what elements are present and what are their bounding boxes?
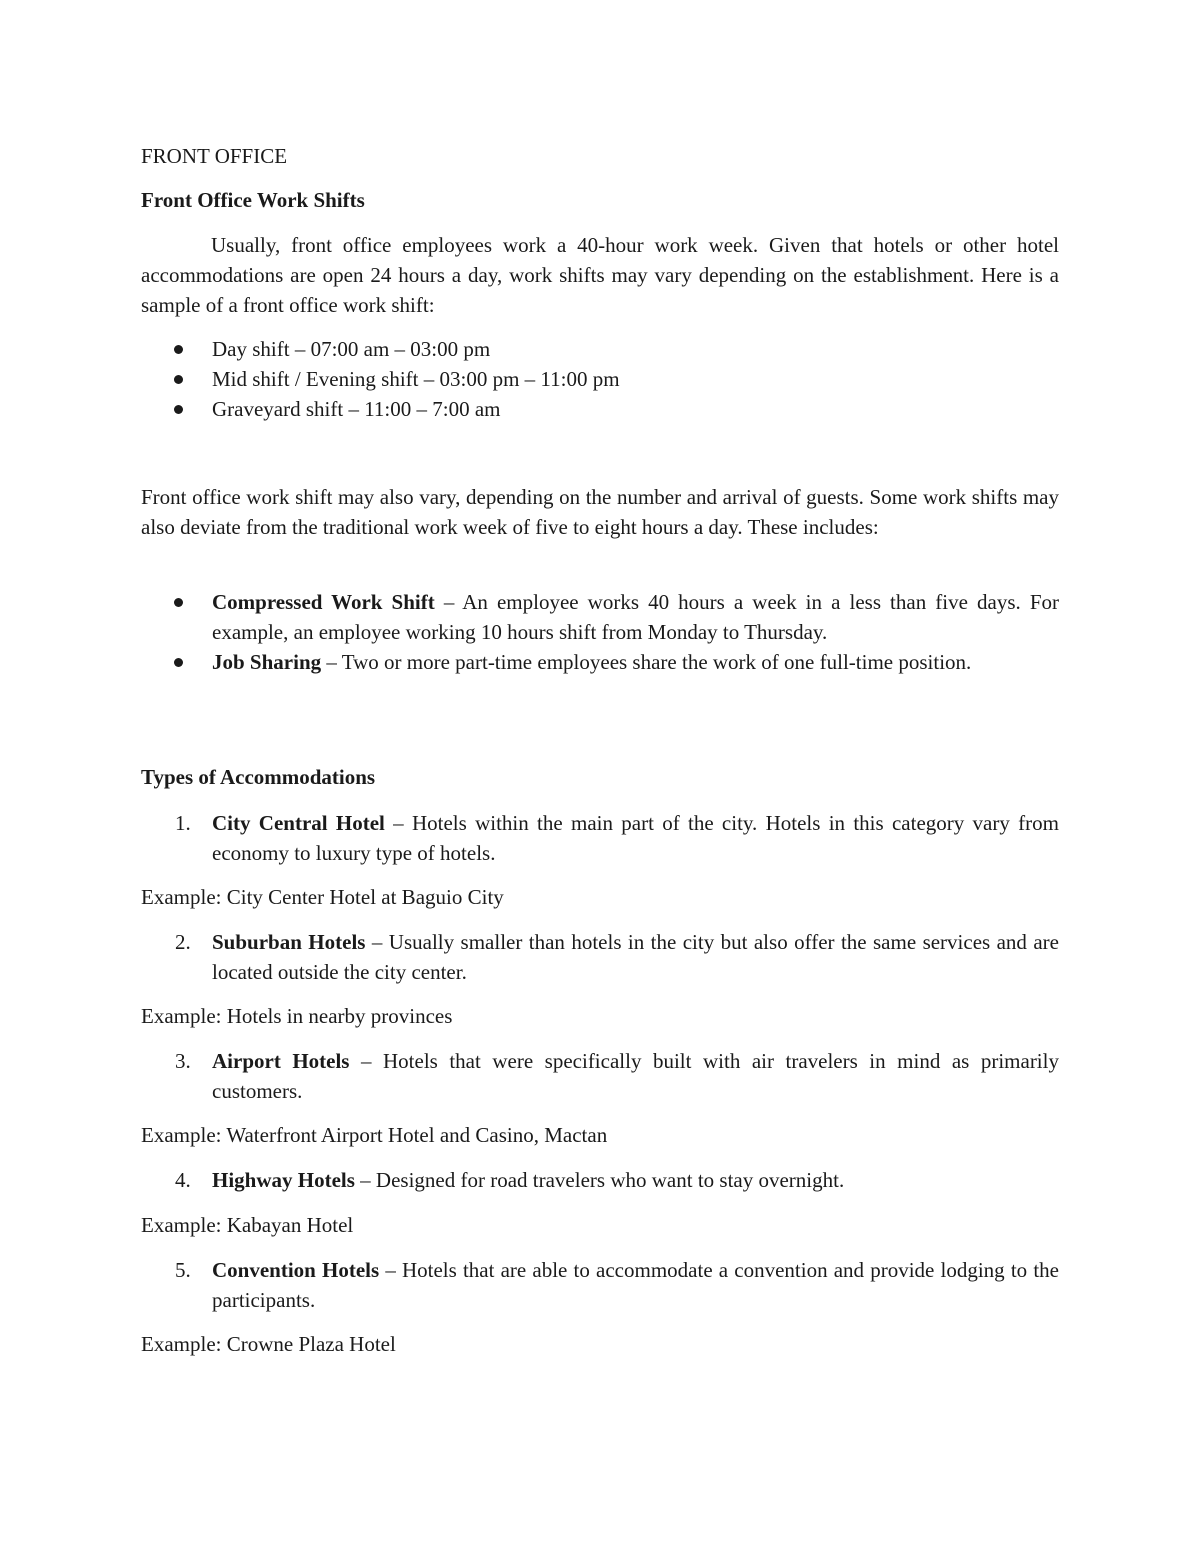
accommodation-list	[141, 808, 1059, 868]
term-label: Airport Hotels	[212, 1049, 350, 1073]
shifts-heading: Front Office Work Shifts	[141, 188, 365, 212]
types-heading: Types of Accommodations	[141, 765, 376, 789]
list-item	[141, 1046, 1059, 1106]
item-number: 5.	[175, 1258, 191, 1282]
item-number: 1.	[175, 811, 191, 835]
list-item	[141, 1255, 1059, 1315]
list-item	[141, 1165, 1059, 1195]
example-line: Example: Waterfront Airport Hotel and Casino, Mactan	[141, 1123, 608, 1147]
list-item	[141, 394, 1059, 424]
term-label: Suburban Hotels	[212, 930, 366, 954]
term-definition: – Designed for road travelers who want to stay overnight.	[354, 1168, 845, 1192]
bullet-icon	[174, 405, 183, 414]
example-line: Example: City Center Hotel at Baguio City	[141, 885, 504, 909]
example-line: Example: Hotels in nearby provinces	[141, 1004, 453, 1028]
term-definition: – Hotels within the main part of the city. Hotels in this category vary from economy to luxury type of hotels.	[212, 811, 1059, 865]
term-label: Compressed Work Shift	[212, 590, 435, 614]
bullet-icon	[174, 345, 183, 354]
accommodation-list	[141, 1165, 1059, 1195]
list-item	[141, 587, 1059, 647]
term-label: Convention Hotels	[212, 1258, 380, 1282]
item-number: 2.	[175, 930, 191, 954]
bullet-icon	[174, 375, 183, 384]
term-definition: – Two or more part-time employees share the work of one full-time position.	[321, 650, 972, 674]
document-title: FRONT OFFICE	[141, 144, 288, 168]
item-number: 4.	[175, 1168, 191, 1192]
term-definition: – Usually smaller than hotels in the city but also offer the same services and are located outside the city center.	[212, 930, 1059, 984]
intro-paragraph: Usually, front office employees work a 40-hour work week. Given that hotels or other hotel accommodations are open 24 hours a day, work shifts may vary depending on the establishment. Here is a sample of a front office work shift:	[141, 233, 1059, 317]
accommodation-list	[141, 1255, 1059, 1315]
term-label: City Central Hotel	[212, 811, 385, 835]
list-item	[141, 927, 1059, 987]
list-item	[141, 808, 1059, 868]
list-item	[141, 647, 1059, 677]
accommodation-list	[141, 1046, 1059, 1106]
shift-text: Mid shift / Evening shift – 03:00 pm – 11:00 pm	[212, 367, 620, 391]
shift-text: Graveyard shift – 11:00 – 7:00 am	[212, 397, 501, 421]
term-definition: – Hotels that are able to accommodate a convention and provide lodging to the participants.	[212, 1258, 1059, 1312]
term-label: Highway Hotels	[212, 1168, 355, 1192]
example-line: Example: Kabayan Hotel	[141, 1213, 354, 1237]
accommodation-list	[141, 927, 1059, 987]
list-item	[141, 364, 1059, 394]
list-item	[141, 334, 1059, 364]
vary-paragraph: Front office work shift may also vary, depending on the number and arrival of guests. Some work shifts may also deviate from the traditional work week of five to eight hours a day. These includes:	[141, 485, 1059, 539]
term-definition: – Hotels that were specifically built with air travelers in mind as primarily customers.	[212, 1049, 1059, 1103]
item-number: 3.	[175, 1049, 191, 1073]
term-definition: – An employee works 40 hours a week in a less than five days. For example, an employee working 10 hours shift from Monday to Thursday.	[212, 590, 1060, 644]
term-label: Job Sharing	[212, 650, 322, 674]
bullet-icon	[174, 598, 183, 607]
example-line: Example: Crowne Plaza Hotel	[141, 1332, 396, 1356]
shift-list	[141, 334, 1059, 424]
alt-shift-list	[141, 587, 1059, 677]
bullet-icon	[174, 658, 183, 667]
shift-text: Day shift – 07:00 am – 03:00 pm	[212, 337, 491, 361]
